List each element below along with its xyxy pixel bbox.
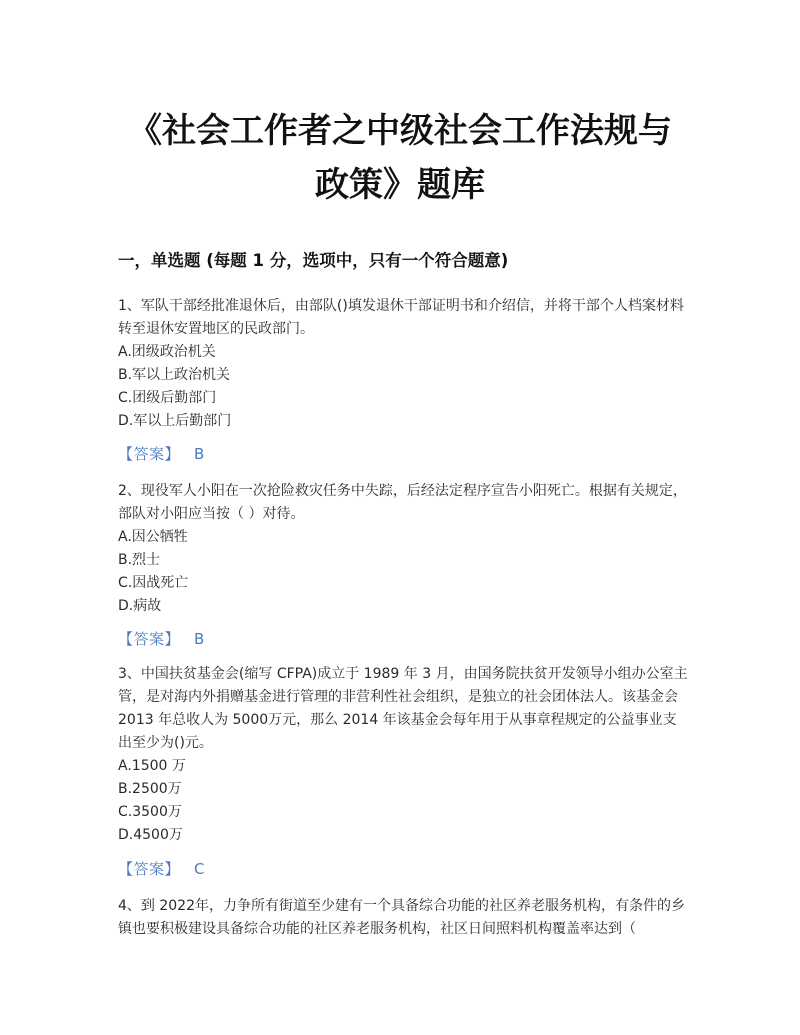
answer-2: [118, 628, 205, 649]
title-line-2: 政策》题库: [315, 165, 485, 205]
option-b: B.军以上政治机关: [118, 367, 231, 383]
document-title: [0, 104, 800, 212]
answer-label: 【答案】: [118, 630, 181, 648]
section-heading: 一，单选题 (每题 1 分，选项中，只有一个符合题意): [118, 251, 509, 270]
option-a: A.1500 万: [118, 758, 186, 774]
answer-3: [118, 858, 205, 879]
question-2: [118, 480, 690, 618]
option-d: D.军以上后勤部门: [118, 413, 232, 429]
answer-value: C: [194, 860, 205, 878]
option-a: A.因公牺牲: [118, 529, 188, 545]
option-a: A.团级政治机关: [118, 344, 216, 360]
question-stem: 3、中国扶贫基金会(缩写 CFPA)成立于 1989 年 3 月，由国务院扶贫开发领导小组办公室主管，是对海内外捐赠基金进行管理的非营利性社会组织，是独立的社会团体法人。该基金会 2013 年总收人为 5000万元，那么 2014 年该基金会每年用于从事章程规定的公益事业支出至少为()元。: [118, 666, 688, 751]
answer-value: B: [194, 630, 205, 648]
answer-label: 【答案】: [118, 445, 181, 463]
option-b: B.2500万: [118, 781, 182, 797]
option-c: C.因战死亡: [118, 575, 189, 591]
option-d: D.病故: [118, 598, 162, 614]
answer-value: B: [194, 445, 205, 463]
question-stem: 1、军队干部经批准退休后，由部队()填发退休干部证明书和介绍信，并将干部个人档案材料转至退休安置地区的民政部门。: [118, 298, 684, 337]
question-1: [118, 295, 690, 433]
option-c: C.3500万: [118, 804, 182, 820]
answer-label: 【答案】: [118, 860, 181, 878]
question-stem: 4、到 2022年，力争所有街道至少建有一个具备综合功能的社区养老服务机构，有条件的乡镇也要积极建设具备综合功能的社区养老服务机构，社区日间照料机构覆盖率达到（: [118, 898, 685, 937]
answer-1: [118, 443, 205, 464]
option-b: B.烈士: [118, 552, 161, 568]
title-line-1: 《社会工作者之中级社会工作法规与: [128, 111, 672, 151]
question-3: [118, 663, 690, 847]
option-d: D.4500万: [118, 827, 183, 843]
question-stem: 2、现役军人小阳在一次抢险救灾任务中失踪，后经法定程序宣告小阳死亡。根据有关规定，部队对小阳应当按（ ）对待。: [118, 483, 687, 522]
option-c: C.团级后勤部门: [118, 390, 217, 406]
question-4: [118, 895, 690, 941]
